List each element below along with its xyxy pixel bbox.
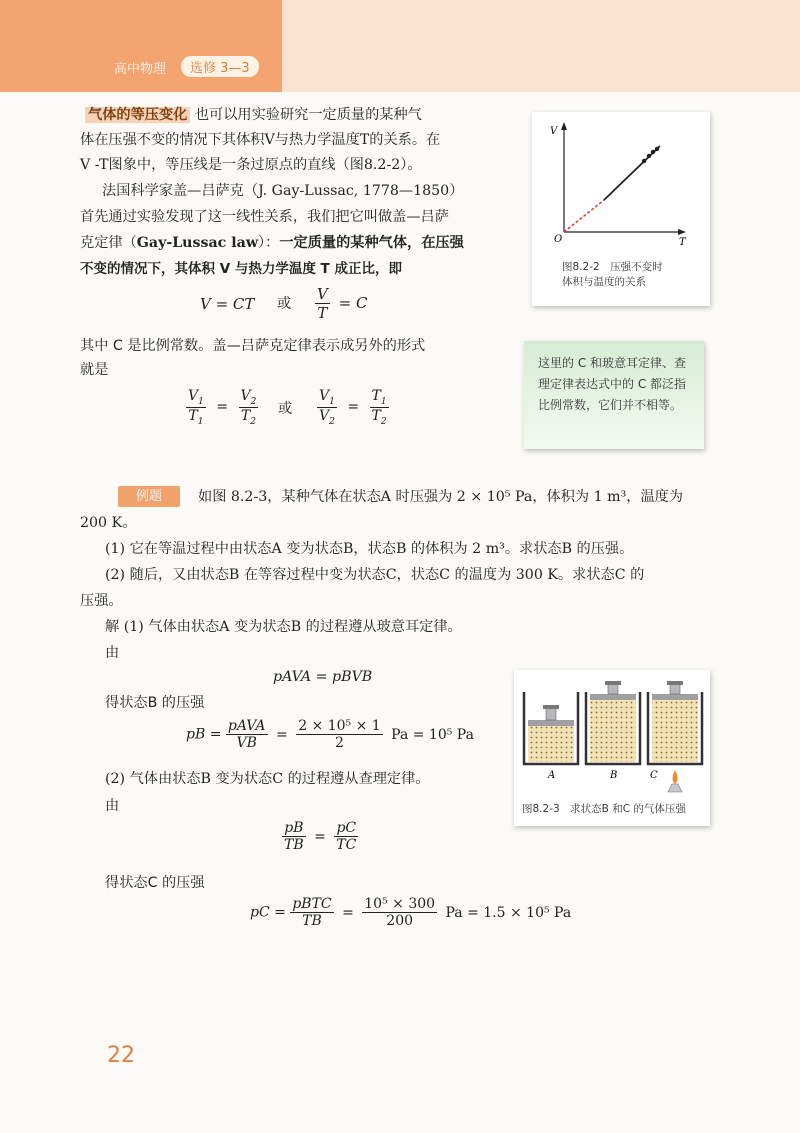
intro-line-1: 气体的等压变化 也可以用实验研究一定质量的某种气: [85, 104, 422, 126]
label-a: A: [548, 770, 556, 781]
header-right-band: [282, 0, 800, 92]
after-line-2: 就是: [80, 362, 109, 378]
by-2: 由: [105, 798, 120, 814]
formula-v1v2-t1t2: $\frac{V_1}{V_2}$ = $\frac{T_1}{T_2}$: [319, 388, 387, 427]
example-question-2: (2) 随后，又由状态B 在等容过程中变为状态C，状态C 的温度为 300 K。求状态C 的: [105, 567, 645, 583]
after-line-1: 其中 C 是比例常数。盖—吕萨克定律表示成另外的形式: [80, 338, 426, 354]
get-state-c: 得状态C 的压强: [105, 875, 205, 891]
side-note: 这里的 C 和玻意耳定律、查理定律表达式中的 C 都泛指比例常数，它们并不相等。: [524, 341, 704, 449]
label-c: C: [650, 770, 658, 781]
equation-charles: $\frac{pB}{TB}$ = $\frac{pC}{TC}$: [284, 820, 357, 853]
solution-part-1: 解 (1) 气体由状态A 变为状态B 的过程遵从玻意耳定律。: [105, 619, 462, 635]
formula-v-ct: V = CT: [200, 295, 255, 313]
example-line-1b: 200 K。: [80, 515, 137, 531]
axis-label-v: V: [550, 126, 558, 137]
intro-line-7: 不变的情况下，其体积 V 与热力学温度 T 成正比，即: [80, 261, 402, 277]
page-number: 22: [107, 1043, 135, 1068]
burner: [668, 784, 682, 792]
equation-boyle: pAVA = pBVB: [273, 669, 373, 685]
header-band: [0, 0, 282, 92]
origin-label: O: [554, 234, 563, 245]
formula-or-1: 或: [277, 296, 292, 312]
cylinder-b: [586, 681, 640, 781]
axis-label-t: T: [679, 237, 686, 248]
formula-v-over-t: $\frac{V}{T}$ = C: [317, 285, 368, 322]
intro-line-3: V -T图象中，等压线是一条过原点的直线（图8.2-2）。: [80, 157, 422, 173]
keyword-isobaric: 气体的等压变化: [85, 107, 190, 123]
by-1: 由: [105, 645, 120, 661]
formula-v1t1-v2t2: $\frac{V_1}{T_1}$ = $\frac{V_2}{T_2}$: [188, 388, 257, 427]
intro-line-4: 法国科学家盖—吕萨克（J. Gay-Lussac, 1778—1850）: [102, 183, 464, 199]
intro-line-6: 克定律（Gay-Lussac law）：一定质量的某种气体，在压强: [80, 235, 464, 251]
intro-line-5: 首先通过实验发现了这一线性关系，我们把它叫做盖—吕萨: [80, 209, 449, 225]
label-b: B: [610, 770, 618, 781]
equation-pb: pB = $\frac{\text{pAVA}}{VB}$ = $\frac{\text{2 × 10⁵ × 1}}{2}$ Pa = 10⁵ Pa: [186, 718, 474, 751]
cylinder-c: [648, 681, 702, 792]
figure-8-2-3-caption: 图8.2-3 求状态B 和C 的气体压强: [522, 803, 686, 815]
header-series: 高中物理: [114, 62, 167, 77]
example-line-1: 如图 8.2-3，某种气体在状态A 时压强为 2 × 10⁵ Pa，体积为 1 m³，温度为: [198, 489, 684, 505]
extrapolated-line: [564, 200, 604, 232]
example-question-1: (1) 它在等温过程中由状态A 变为状态B，状态B 的体积为 2 m³。求状态B 的压强。: [105, 541, 634, 557]
formula-or-2: 或: [278, 401, 293, 417]
equation-pc: pC = $\frac{\text{pBTC}}{TB}$ = $\frac{\text{10⁵ × 300}}{200}$ Pa = 1.5 × 10⁵ Pa: [250, 896, 572, 929]
intro-line-2: 体在压强不变的情况下其体积V与热力学温度T的关系。在: [80, 132, 441, 148]
header-module-pill: 选修 3—3: [181, 56, 259, 77]
cylinder-a: [524, 692, 578, 781]
isobar-line: [604, 146, 660, 200]
solution-part-2: (2) 气体由状态B 变为状态C 的过程遵从查理定律。: [105, 771, 430, 787]
get-state-b: 得状态B 的压强: [105, 695, 205, 711]
example-tag: 例题: [118, 486, 180, 507]
figure-8-2-2: [532, 112, 710, 306]
burner-flame: [673, 770, 678, 784]
figure-8-2-2-caption: 图8.2-2 压强不变时 体积与温度的关系: [562, 261, 663, 288]
figure-8-2-3: [514, 670, 710, 826]
example-question-2b: 压强。: [80, 593, 123, 609]
law-name: Gay-Lussac law: [136, 235, 259, 251]
